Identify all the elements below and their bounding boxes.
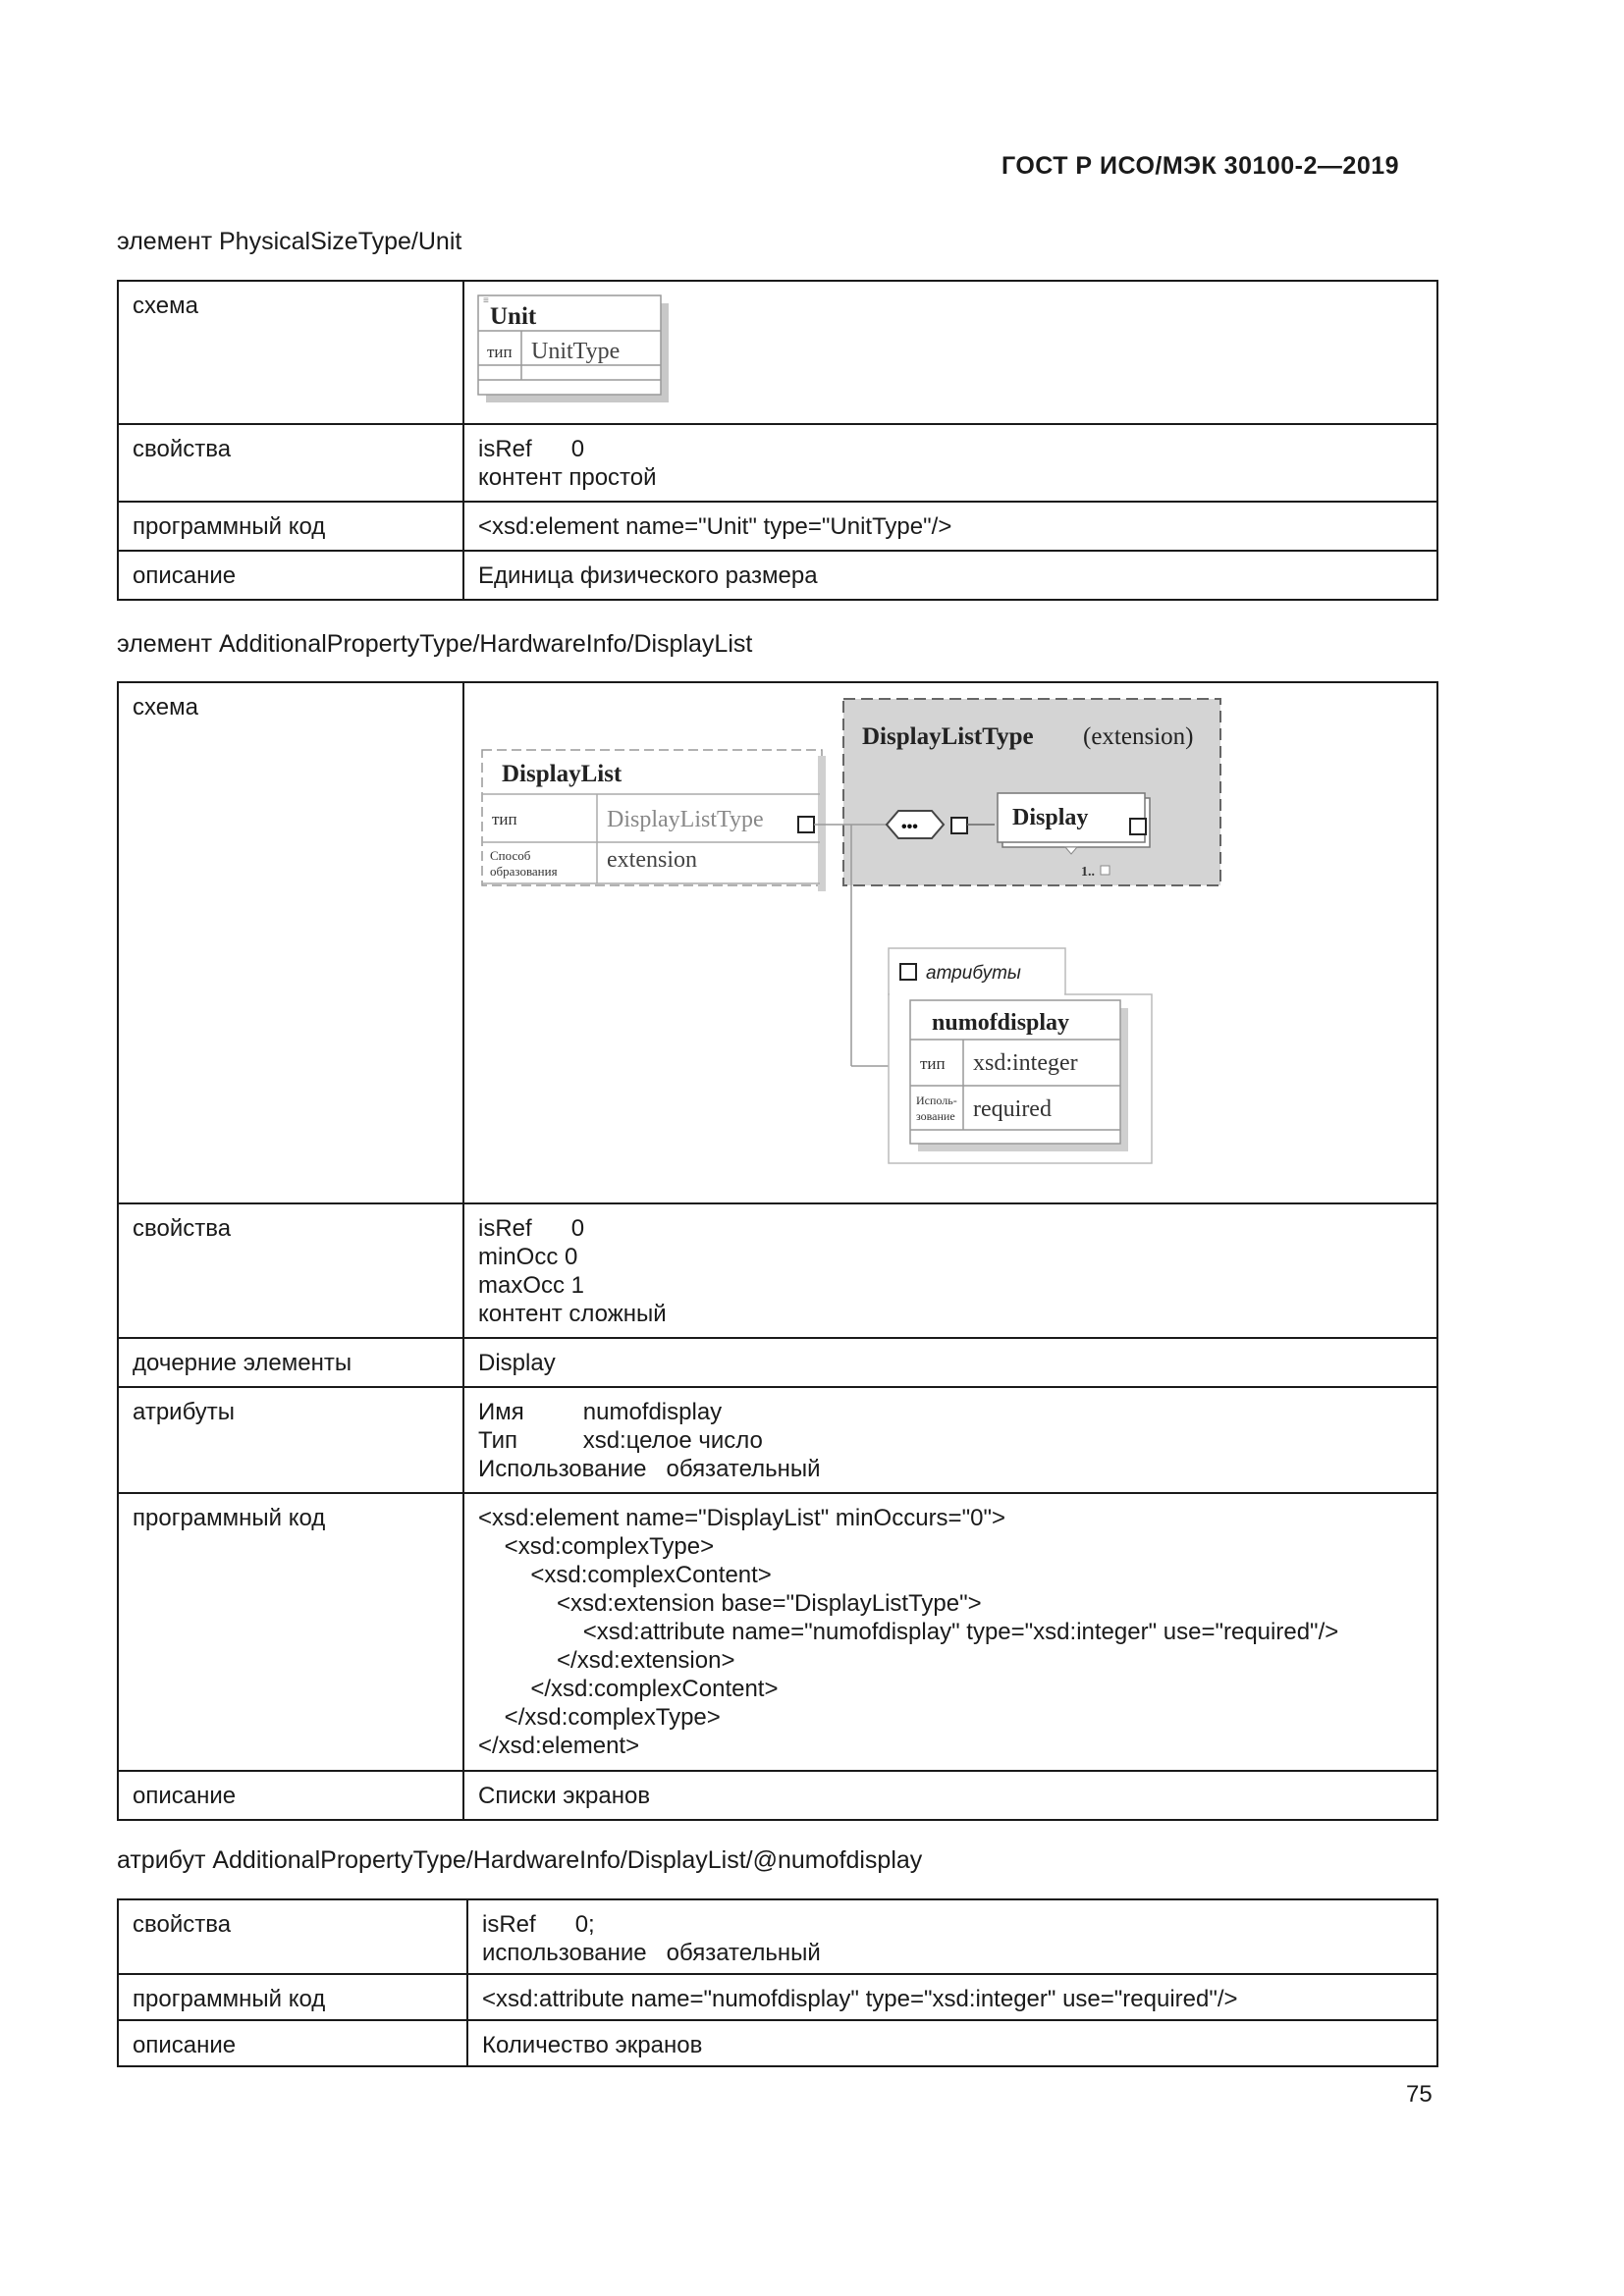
unit-spec-table (117, 280, 1438, 601)
code-value: <xsd:attribute name="numofdisplay" type="xsd:integer" use="required"/> (467, 1974, 1437, 2020)
description-value: Единица физического размера (463, 551, 1437, 600)
complex-type-name: DisplayListType (862, 723, 1034, 750)
code-line: </xsd:element> (478, 1733, 640, 1759)
numofdisplay-spec-table (117, 1898, 1438, 2067)
numofdisplay-name: numofdisplay (932, 1010, 1070, 1036)
code-line: </xsd:complexContent> (478, 1676, 779, 1702)
description-value: Количество экранов (467, 2020, 1437, 2066)
prop-line: использование обязательный (482, 1940, 821, 1966)
properties-label: свойства (118, 1899, 467, 1974)
prop-line: контент простой (478, 464, 657, 491)
displaylist-type-value: DisplayListType (607, 807, 764, 832)
properties-row (118, 424, 1437, 502)
attr-type-label: тип (920, 1054, 946, 1073)
attr-type-value: xsd:integer (973, 1050, 1078, 1076)
description-label: описание (118, 551, 463, 600)
schema-row (118, 281, 1437, 424)
complex-type-suffix: (extension) (1083, 723, 1194, 750)
expand-toggle-icon[interactable] (798, 817, 814, 832)
children-row (118, 1338, 1437, 1387)
unit-type-label: тип (487, 343, 513, 361)
prop-line: isRef 0 (478, 1215, 585, 1242)
attributes-tab-label: атрибуты (926, 963, 1021, 984)
schema-row (118, 682, 1437, 1203)
attributes-label: атрибуты (118, 1387, 463, 1493)
sequence-symbol: ••• (901, 819, 918, 835)
sequence-toggle-icon[interactable] (951, 818, 967, 833)
display-toggle-icon[interactable] (1130, 819, 1146, 834)
code-label: программный код (118, 502, 463, 551)
page-number: 75 (1406, 2081, 1433, 2108)
code-line: <xsd:complexType> (478, 1533, 715, 1560)
display-child-name: Display (1012, 805, 1089, 830)
section-title-displaylist: элемент AdditionalPropertyType/HardwareInfo/DisplayList (117, 630, 753, 658)
code-label: программный код (118, 1493, 463, 1771)
prop-line: maxOcc 1 (478, 1272, 585, 1299)
schema-cell (463, 281, 1437, 424)
code-row (118, 1493, 1437, 1771)
prop-line: minOcc 0 (478, 1244, 578, 1270)
attributes-value (463, 1387, 1437, 1493)
description-label: описание (118, 2020, 467, 2066)
description-label: описание (118, 1771, 463, 1820)
unit-type-value: UnitType (531, 339, 621, 364)
properties-row (118, 1899, 1437, 1974)
code-row (118, 1974, 1437, 2020)
description-row (118, 2020, 1437, 2066)
document-code: ГОСТ Р ИСО/МЭК 30100-2—2019 (1001, 152, 1400, 180)
properties-label: свойства (118, 1203, 463, 1338)
code-line: <xsd:attribute name="numofdisplay" type="xsd:integer" use="required"/> (478, 1619, 1339, 1645)
schema-cell (463, 682, 1437, 1203)
properties-value (467, 1899, 1437, 1974)
derivation-label-1: Способ (490, 848, 531, 863)
code-label: программный код (118, 1974, 467, 2020)
section-title-numofdisplay: атрибут AdditionalPropertyType/HardwareInfo/DisplayList/@numofdisplay (117, 1846, 923, 1874)
prop-line: isRef 0 (478, 436, 585, 462)
attr-use-value: required (973, 1096, 1052, 1122)
properties-label: свойства (118, 424, 463, 502)
schema-label: схема (118, 281, 463, 424)
attr-use-label-1: Исполь- (916, 1094, 957, 1107)
derivation-value: extension (607, 847, 697, 873)
attr-use-label-2: зование (916, 1109, 955, 1123)
code-row (118, 502, 1437, 551)
attr-line: Тип xsd:целое число (478, 1427, 763, 1454)
unit-name: Unit (490, 303, 537, 330)
displaylist-type-label: тип (492, 810, 517, 828)
attributes-row (118, 1387, 1437, 1493)
section-title-unit: элемент PhysicalSizeType/Unit (117, 228, 462, 255)
properties-row (118, 1203, 1437, 1338)
code-line: </xsd:complexType> (478, 1704, 721, 1731)
attr-line: Использование обязательный (478, 1456, 821, 1482)
element-marker-icon: ≡ (483, 295, 489, 306)
displaylist-name: DisplayList (502, 761, 623, 787)
properties-value (463, 1203, 1437, 1338)
attr-line: Имя numofdisplay (478, 1399, 723, 1425)
displaylist-spec-table (117, 681, 1438, 1821)
code-value (463, 1493, 1437, 1771)
children-value: Display (463, 1338, 1437, 1387)
code-value: <xsd:element name="Unit" type="UnitType"/> (463, 502, 1437, 551)
attributes-toggle-icon[interactable] (900, 964, 916, 980)
code-line: </xsd:extension> (478, 1647, 735, 1674)
unit-schema-diagram (464, 282, 1466, 423)
code-line: <xsd:extension base="DisplayListType"> (478, 1590, 982, 1617)
displaylist-schema-diagram (464, 683, 1466, 1202)
prop-line: isRef 0; (482, 1911, 595, 1938)
description-value: Списки экранов (463, 1771, 1437, 1820)
code-line: <xsd:complexContent> (478, 1562, 772, 1588)
children-label: дочерние элементы (118, 1338, 463, 1387)
code-line: <xsd:element name="DisplayList" minOccurs="0"> (478, 1505, 1005, 1531)
prop-line: контент сложный (478, 1301, 667, 1327)
occurs-marker-icon (1101, 866, 1110, 875)
display-occurs: 1.. (1081, 865, 1095, 880)
schema-label: схема (118, 682, 463, 1203)
derivation-label-2: образования (490, 864, 558, 879)
description-row (118, 551, 1437, 600)
description-row (118, 1771, 1437, 1820)
properties-value (463, 424, 1437, 502)
